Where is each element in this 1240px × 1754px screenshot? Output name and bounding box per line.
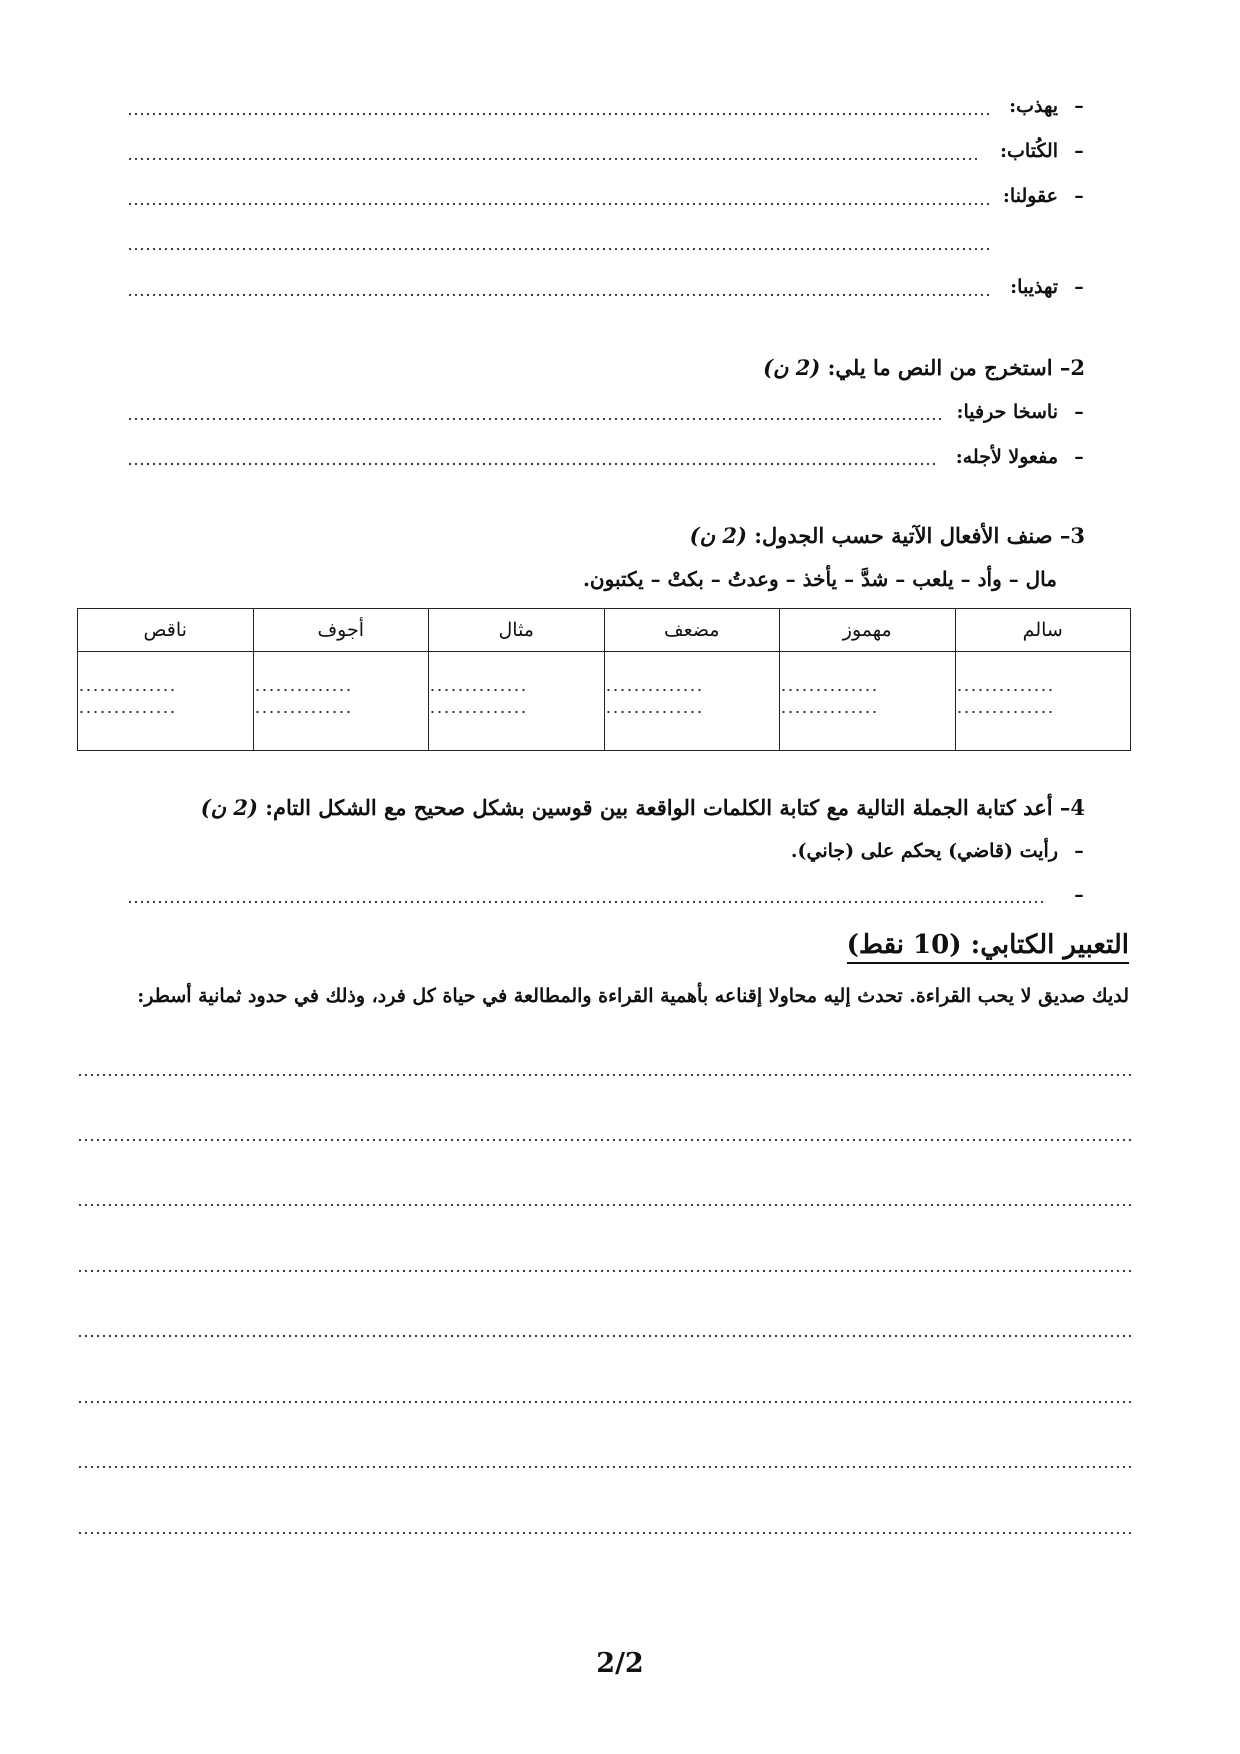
q1-answer-line-2[interactable]: [127, 157, 979, 161]
q1-answer-line-1[interactable]: [127, 112, 989, 116]
q2-item-2: –مفعولا لأجله:: [955, 446, 1084, 468]
q3-verb-list: مال – وأد – يلعب – شدَّ – يأخذ – وعدتُ – بكتْ – يكتبون.: [582, 567, 1057, 591]
q4-answer-row: –: [1074, 884, 1084, 906]
col-header-ajwaf: أجوف: [253, 609, 429, 652]
table-cell[interactable]: [429, 652, 605, 751]
writing-line-7[interactable]: [77, 1465, 1131, 1469]
col-header-mudaaf: مضعف: [604, 609, 780, 652]
table-cell[interactable]: [78, 652, 254, 751]
classification-table: [77, 608, 1131, 751]
writing-line-5[interactable]: [77, 1334, 1131, 1338]
q1-answer-line-3[interactable]: [127, 202, 989, 206]
page-number: 2/2: [596, 1648, 644, 1679]
q1-item-3: –عقولنا:: [1002, 185, 1084, 207]
table-cell[interactable]: [604, 652, 780, 751]
writing-line-3[interactable]: [77, 1203, 1131, 1207]
writing-line-8[interactable]: [77, 1531, 1131, 1535]
q2-answer-line-1[interactable]: [127, 417, 944, 421]
col-header-naqis: ناقص: [78, 609, 254, 652]
q4-sentence: –رأيت (قاضي) يحكم على (جاني).: [790, 840, 1084, 862]
table-cell[interactable]: [955, 652, 1131, 751]
col-header-mahmuz: مهموز: [780, 609, 956, 652]
q1-item-2: –الكُتاب:: [1000, 140, 1084, 162]
q1-answer-line-4[interactable]: [127, 293, 989, 297]
q1-item-4: –تهذيبا:: [1010, 276, 1084, 298]
q4-answer-line[interactable]: [127, 900, 1047, 904]
q1-answer-line-3b[interactable]: [127, 247, 989, 251]
writing-line-4[interactable]: [77, 1269, 1131, 1273]
q3-heading: 3– صنف الأفعال الآتية حسب الجدول: (2 ن): [689, 523, 1085, 548]
writing-title: التعبير الكتابي: (10 نقط): [847, 930, 1129, 960]
table-cell[interactable]: [253, 652, 429, 751]
table-row: [78, 652, 1131, 751]
writing-line-6[interactable]: [77, 1400, 1131, 1404]
col-header-salim: سالم: [955, 609, 1131, 652]
writing-line-2[interactable]: [77, 1138, 1131, 1142]
col-header-mithal: مثال: [429, 609, 605, 652]
q2-answer-line-2[interactable]: [127, 462, 937, 466]
writing-prompt: لديك صديق لا يحب القراءة. تحدث إليه محاولا إقناعه بأهمية القراءة والمطالعة في حياة كل فرد، وذلك في حدود ثمانية أسطر:: [137, 985, 1129, 1007]
q1-item-1: –يهذب:: [1009, 95, 1084, 117]
q4-heading: 4– أعد كتابة الجملة التالية مع كتابة الكلمات الواقعة بين قوسين بشكل صحيح مع الشكل التام: (2 ن): [200, 795, 1085, 820]
table-header-row: [78, 609, 1131, 652]
q2-heading: 2– استخرج من النص ما يلي: (2 ن): [763, 355, 1085, 380]
table-cell[interactable]: [780, 652, 956, 751]
q2-item-1: –ناسخا حرفيا:: [956, 401, 1084, 423]
writing-line-1[interactable]: [77, 1073, 1131, 1077]
